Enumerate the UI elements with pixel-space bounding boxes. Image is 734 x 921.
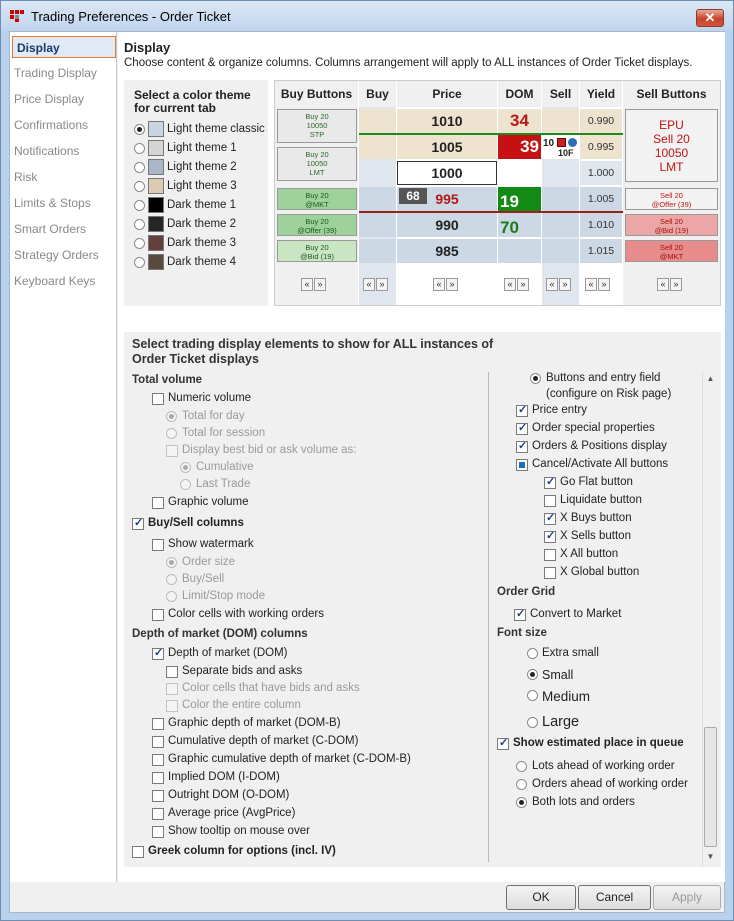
move-right-icon[interactable]: »: [670, 278, 682, 291]
nav-item-keyboard-keys[interactable]: Keyboard Keys: [14, 274, 96, 288]
cancel-order-icon[interactable]: [557, 138, 566, 147]
theme-option[interactable]: [134, 139, 266, 157]
sell-working-qty: 10: [543, 138, 555, 149]
apply-button[interactable]: Apply: [653, 885, 721, 910]
header-yield: Yield: [580, 81, 622, 107]
header-dom: DOM: [498, 81, 541, 107]
move-right-icon[interactable]: »: [376, 278, 388, 291]
theme-option[interactable]: [134, 177, 266, 195]
checkbox[interactable]: [516, 405, 528, 417]
theme-radio[interactable]: [134, 200, 145, 211]
title-bar: [1, 1, 733, 31]
move-left-icon[interactable]: «: [657, 278, 669, 291]
order-ticket-preview: [274, 80, 721, 306]
move-left-icon[interactable]: «: [585, 278, 597, 291]
radio-label: Order size: [182, 556, 236, 568]
checkbox[interactable]: [544, 495, 556, 507]
theme-swatch: [148, 178, 164, 194]
checkbox[interactable]: [166, 683, 178, 695]
theme-swatch: [148, 159, 164, 175]
nav-item-display[interactable]: Display: [12, 36, 116, 58]
price-cell[interactable]: 985: [397, 239, 497, 263]
dom-column: [498, 81, 541, 305]
nav-item-notifications[interactable]: Notifications: [14, 144, 80, 158]
close-button[interactable]: ✕: [696, 9, 724, 27]
buy-mkt-button[interactable]: Buy 20 @MKT: [277, 188, 357, 210]
radio-label: Orders ahead of working order: [532, 778, 688, 790]
radio[interactable]: [516, 779, 527, 790]
theme-swatch: [148, 216, 164, 232]
nav-item-trading-display[interactable]: Trading Display: [14, 66, 97, 80]
radio-label: Both lots and orders: [532, 796, 635, 808]
sell-offer-button[interactable]: Sell 20 @Offer (39): [625, 188, 718, 210]
theme-radio[interactable]: [134, 124, 145, 135]
checkbox-label: X Buys button: [560, 512, 632, 524]
price-cell[interactable]: 1005: [397, 135, 497, 159]
checkbox-label: Show watermark: [168, 538, 254, 550]
yield-cell: 1.000: [580, 161, 622, 185]
page-description: Choose content & organize columns. Columns arrangement will apply to ALL instances of Order Ticket displays.: [124, 57, 693, 69]
theme-option[interactable]: [134, 215, 266, 233]
window-title: Trading Preferences - Order Ticket: [31, 9, 231, 24]
app-icon: [10, 10, 24, 22]
radio-label: Small: [542, 668, 574, 682]
checkbox-label: Cumulative depth of market (C-DOM): [168, 735, 359, 747]
price-cell[interactable]: 1010: [397, 109, 497, 133]
dom-columns-heading: Depth of market (DOM) columns: [132, 628, 308, 640]
move-left-icon[interactable]: «: [433, 278, 445, 291]
checkbox-label: Graphic volume: [168, 496, 249, 508]
checkbox-label: Average price (AvgPrice): [168, 807, 296, 819]
theme-option[interactable]: [134, 196, 266, 214]
theme-label: Dark theme 3: [167, 237, 237, 249]
nav-item-confirmations[interactable]: Confirmations: [14, 118, 89, 132]
sell-cell[interactable]: [542, 161, 579, 185]
buy-stp-button[interactable]: Buy 20 10050 STP: [277, 109, 357, 143]
radio-label: Total for day: [182, 410, 245, 422]
column-move-arrows[interactable]: [504, 278, 530, 292]
theme-swatch: [148, 254, 164, 270]
sell-bid-button[interactable]: Sell 20 @Bid (19): [625, 214, 718, 236]
sell-buttons-column: [623, 81, 720, 305]
theme-option[interactable]: [134, 253, 266, 271]
checkbox-label: X Global button: [560, 566, 640, 578]
checkbox-label: Implied DOM (I-DOM): [168, 771, 280, 783]
header-sell-buttons: Sell Buttons: [623, 81, 720, 107]
radio[interactable]: [166, 574, 177, 585]
ask-separator-line: [359, 133, 623, 135]
move-left-icon[interactable]: «: [546, 278, 558, 291]
sell-cell[interactable]: [542, 213, 579, 237]
theme-swatch: [148, 140, 164, 156]
column-move-arrows[interactable]: [657, 278, 683, 292]
dom-cell[interactable]: 39: [498, 135, 541, 159]
buy-cell[interactable]: [359, 135, 396, 159]
radio[interactable]: [516, 761, 527, 772]
checkbox[interactable]: [152, 497, 164, 509]
nav-item-strategy-orders[interactable]: Strategy Orders: [14, 248, 99, 262]
column-move-arrows[interactable]: [433, 278, 459, 292]
header-buy-buttons: Buy Buttons: [275, 81, 358, 107]
nav-item-risk[interactable]: Risk: [14, 170, 38, 184]
checkbox-label: Color cells that have bids and asks: [182, 682, 360, 694]
checkbox[interactable]: [152, 826, 164, 838]
checkbox-label: Outright DOM (O-DOM): [168, 789, 290, 801]
move-right-icon[interactable]: »: [314, 278, 326, 291]
radio-label: Large: [542, 714, 580, 730]
checkbox-label: Color cells with working orders: [168, 608, 324, 620]
price-cell[interactable]: 995: [397, 187, 497, 211]
checkbox-label: Separate bids and asks: [182, 665, 303, 677]
checkbox[interactable]: [544, 531, 556, 543]
radio-label: Limit/Stop mode: [182, 590, 266, 602]
column-divider: [488, 372, 489, 862]
radio-label: Cumulative: [196, 461, 254, 473]
nav-item-smart-orders[interactable]: Smart Orders: [14, 222, 87, 236]
checkbox-label: Buy/Sell columns: [148, 517, 244, 529]
radio[interactable]: [527, 690, 538, 701]
checkbox-label: Graphic cumulative depth of market (C-DOM-B): [168, 753, 411, 765]
checkbox-label: Cancel/Activate All buttons: [532, 458, 669, 470]
buy-buttons-column: [275, 81, 358, 305]
checkbox[interactable]: [544, 549, 556, 561]
checkbox[interactable]: [516, 423, 528, 435]
column-move-arrows[interactable]: [546, 278, 572, 292]
price-cell[interactable]: 1000: [397, 161, 497, 185]
checkbox[interactable]: [166, 666, 178, 678]
theme-swatch: [148, 121, 164, 137]
radio[interactable]: [166, 557, 177, 568]
theme-label: Light theme 1: [167, 142, 237, 154]
move-left-icon[interactable]: «: [363, 278, 375, 291]
elements-header: Select trading display elements to show for ALL instances of Order Ticket displays: [132, 337, 494, 366]
checkbox[interactable]: [152, 790, 164, 802]
theme-radio[interactable]: [134, 219, 145, 230]
theme-swatch: [148, 197, 164, 213]
checkbox-label: Color the entire column: [182, 699, 301, 711]
checkbox-label: Display best bid or ask volume as:: [182, 444, 357, 456]
checkbox-label: X All button: [560, 548, 619, 560]
checkbox[interactable]: [152, 772, 164, 784]
checkbox[interactable]: [514, 609, 526, 621]
cancel-button[interactable]: Cancel: [578, 885, 651, 910]
checkbox[interactable]: [132, 518, 144, 530]
checkbox[interactable]: [497, 738, 509, 750]
checkbox[interactable]: [544, 513, 556, 525]
checkbox-label: Order special properties: [532, 422, 655, 434]
buy-cell[interactable]: [359, 213, 396, 237]
move-right-icon[interactable]: »: [446, 278, 458, 291]
radio-label: Lots ahead of working order: [532, 760, 675, 772]
header-price: Price: [397, 81, 497, 107]
theme-radio[interactable]: [134, 257, 145, 268]
radio[interactable]: [527, 648, 538, 659]
ok-button[interactable]: OK: [506, 885, 576, 910]
buy-cell[interactable]: [359, 239, 396, 263]
radio[interactable]: [516, 797, 527, 808]
yield-cell: 1.010: [580, 213, 622, 237]
note-label: (configure on Risk page): [546, 388, 672, 400]
checkbox[interactable]: [544, 477, 556, 489]
yield-cell: 1.015: [580, 239, 622, 263]
theme-selector: [124, 80, 268, 306]
header-sell: Sell: [542, 81, 579, 107]
checkbox-label: Show estimated place in queue: [513, 737, 684, 749]
radio-label: Medium: [542, 689, 591, 704]
checkbox-label: Convert to Market: [530, 608, 622, 620]
header-buy: Buy: [359, 81, 396, 107]
price-cell[interactable]: 990: [397, 213, 497, 237]
radio-label: Buy/Sell: [182, 573, 225, 585]
radio[interactable]: [180, 479, 191, 490]
checkbox[interactable]: [516, 459, 528, 471]
theme-label: Dark theme 2: [167, 218, 237, 230]
buy-cell[interactable]: [359, 109, 396, 133]
yield-cell: 1.005: [580, 187, 622, 211]
buy-column: [359, 81, 396, 305]
buy-lmt-button[interactable]: Buy 20 10050 LMT: [277, 147, 357, 181]
checkbox-label: Show tooltip on mouse over: [168, 825, 310, 837]
move-right-icon[interactable]: »: [598, 278, 610, 291]
theme-radio[interactable]: [134, 162, 145, 173]
column-move-arrows[interactable]: [363, 278, 389, 292]
move-right-icon[interactable]: »: [517, 278, 529, 291]
checkbox[interactable]: [152, 808, 164, 820]
checkbox[interactable]: [152, 754, 164, 766]
move-left-icon[interactable]: «: [504, 278, 516, 291]
radio-label: Total for session: [182, 427, 266, 439]
theme-option[interactable]: [134, 234, 266, 252]
checkbox[interactable]: [152, 648, 164, 660]
sell-cell[interactable]: [542, 135, 579, 159]
yield-cell: 0.995: [580, 135, 622, 159]
sell-cell[interactable]: [542, 187, 579, 211]
theme-radio[interactable]: [134, 181, 145, 192]
display-panel: [118, 32, 725, 882]
dialog-client: [9, 31, 725, 913]
checkbox[interactable]: [132, 846, 144, 858]
checkbox[interactable]: [166, 445, 178, 457]
radio[interactable]: [530, 373, 541, 384]
radio[interactable]: [527, 669, 538, 680]
checkbox-label: Price entry: [532, 404, 587, 416]
theme-label: Light theme classic: [167, 123, 265, 135]
yield-cell: 0.990: [580, 109, 622, 133]
bid-separator-line: [359, 211, 623, 213]
dom-cell[interactable]: [498, 161, 541, 185]
sell-order-label: 10F: [558, 148, 574, 158]
checkbox[interactable]: [152, 718, 164, 730]
scroll-thumb[interactable]: [704, 727, 717, 847]
vertical-scrollbar[interactable]: [702, 372, 717, 867]
theme-label: Light theme 2: [167, 161, 237, 173]
buy-bid-button[interactable]: Buy 20 @Bid (19): [277, 240, 357, 262]
checkbox-label: Go Flat button: [560, 476, 633, 488]
theme-title: Select a color theme for current tab: [134, 88, 251, 115]
sell-cell[interactable]: [542, 239, 579, 263]
checkbox-label: Numeric volume: [168, 392, 252, 404]
nav-sidebar: [10, 32, 117, 882]
font-size-heading: Font size: [497, 627, 547, 639]
checkbox[interactable]: [152, 736, 164, 748]
display-elements-section: [124, 332, 721, 867]
total-volume-heading: Total volume: [132, 374, 203, 386]
theme-radio[interactable]: [134, 143, 145, 154]
buy-offer-button[interactable]: Buy 20 @Offer (39): [277, 214, 357, 236]
dom-cell[interactable]: 34: [498, 109, 541, 133]
price-column: [397, 81, 497, 305]
scroll-up-icon[interactable]: ▲: [706, 374, 715, 383]
buy-cell[interactable]: [359, 161, 396, 185]
info-icon[interactable]: [568, 138, 577, 147]
theme-radio[interactable]: [134, 238, 145, 249]
sell-lmt-button[interactable]: EPU Sell 20 10050 LMT: [625, 109, 718, 182]
dom-cell[interactable]: 70: [498, 213, 541, 237]
move-right-icon[interactable]: »: [559, 278, 571, 291]
checkbox-label: Orders & Positions display: [532, 440, 667, 452]
checkbox[interactable]: [166, 700, 178, 712]
theme-label: Dark theme 4: [167, 256, 237, 268]
theme-label: Light theme 3: [167, 180, 237, 192]
checkbox-label: X Sells button: [560, 530, 631, 542]
sell-column: [542, 81, 579, 305]
page-title: Display: [124, 40, 171, 55]
theme-option[interactable]: [134, 158, 266, 176]
column-move-arrows[interactable]: [585, 278, 611, 292]
dom-cell[interactable]: [498, 239, 541, 263]
dom-cell[interactable]: 19: [498, 187, 541, 213]
scroll-down-icon[interactable]: ▼: [706, 852, 715, 861]
checkbox-label: Liquidate button: [560, 494, 642, 506]
radio[interactable]: [166, 591, 177, 602]
checkbox[interactable]: [152, 609, 164, 621]
sell-mkt-button[interactable]: Sell 20 @MKT: [625, 240, 718, 262]
checkbox[interactable]: [516, 441, 528, 453]
radio[interactable]: [527, 717, 538, 728]
buy-order-marker[interactable]: 68: [399, 188, 427, 204]
theme-option[interactable]: [134, 120, 266, 138]
checkbox-label: Greek column for options (incl. IV): [148, 845, 336, 857]
theme-label: Dark theme 1: [167, 199, 237, 211]
yield-column: [580, 81, 622, 305]
move-left-icon[interactable]: «: [301, 278, 313, 291]
checkbox-label: Depth of market (DOM): [168, 647, 288, 659]
order-grid-heading: Order Grid: [497, 586, 556, 598]
checkbox[interactable]: [152, 393, 164, 405]
column-move-arrows[interactable]: [301, 278, 327, 292]
buy-cell[interactable]: [359, 187, 396, 211]
nav-item-limits-stops[interactable]: Limits & Stops: [14, 196, 91, 210]
radio-label: Last Trade: [196, 478, 251, 490]
radio-label: Extra small: [542, 647, 599, 659]
theme-swatch: [148, 235, 164, 251]
radio-label: Buttons and entry field: [546, 372, 661, 384]
checkbox-label: Graphic depth of market (DOM-B): [168, 717, 341, 729]
nav-item-price-display[interactable]: Price Display: [14, 92, 85, 106]
radio[interactable]: [166, 411, 177, 422]
radio[interactable]: [180, 462, 191, 473]
checkbox[interactable]: [544, 567, 556, 579]
sell-cell[interactable]: [542, 109, 579, 133]
checkbox[interactable]: [152, 539, 164, 551]
radio[interactable]: [166, 428, 177, 439]
